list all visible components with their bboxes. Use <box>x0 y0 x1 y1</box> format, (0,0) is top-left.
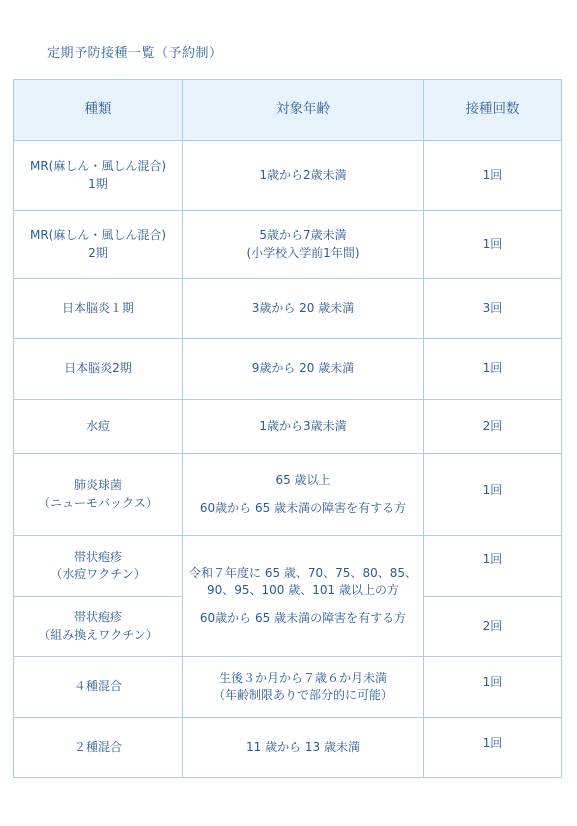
table-header-row <box>14 80 562 141</box>
cell-count <box>424 657 562 718</box>
cell-type <box>14 597 183 657</box>
cell-type: 日本脳炎１期 <box>14 279 183 339</box>
type-name: MR(麻しん・風しん混合) <box>29 159 167 174</box>
table-row <box>14 657 562 718</box>
cell-type <box>14 454 183 536</box>
table-row <box>14 339 562 400</box>
cell-age <box>183 454 424 536</box>
cell-count: 1回 <box>424 141 562 211</box>
cell-age: 1歳から3歳未満 <box>183 400 424 454</box>
cell-count: 1回 <box>424 211 562 279</box>
count-value: 1回 <box>482 482 503 497</box>
cell-count: 2回 <box>424 597 562 657</box>
table-row <box>14 211 562 279</box>
count-value: 1回 <box>482 552 503 567</box>
header-count: 接種回数 <box>424 80 562 141</box>
type-name: MR(麻しん・風しん混合) <box>29 228 167 243</box>
cell-count: 2回 <box>424 400 562 454</box>
cell-type: ２種混合 <box>14 718 183 778</box>
age-note: (小学校入学前1年間) <box>246 245 360 260</box>
cell-type <box>14 211 183 279</box>
page-title: 定期予防接種一覧（予約制） <box>47 46 223 61</box>
cell-age <box>183 211 424 279</box>
cell-type: 日本脳炎2期 <box>14 339 183 400</box>
count-value: 1回 <box>482 735 503 750</box>
cell-age: 3歳から 20 歳未満 <box>183 279 424 339</box>
cell-age: 1歳から2歳未満 <box>183 141 424 211</box>
vaccine-schedule-table <box>13 79 562 778</box>
cell-count: 3回 <box>424 279 562 339</box>
type-note: （組み換えワクチン） <box>38 627 158 642</box>
header-type: 種類 <box>14 80 183 141</box>
cell-age <box>183 657 424 718</box>
type-name: 帯状疱疹 <box>73 549 122 564</box>
table-row <box>14 718 562 778</box>
table-row <box>14 279 562 339</box>
age-range-cont: 90、95、100 歳、101 歳以上の方 <box>207 583 399 598</box>
age-range-alt: 60歳から 65 歳未満の障害を有する方 <box>199 610 407 625</box>
age-note: （年齢制限ありで部分的に可能） <box>212 688 393 702</box>
table-row <box>14 536 562 597</box>
type-note: （ニューモバックス） <box>38 495 158 510</box>
cell-count: 1回 <box>424 339 562 400</box>
cell-count <box>424 454 562 536</box>
cell-count <box>424 536 562 597</box>
header-age: 対象年齢 <box>183 80 424 141</box>
table-row <box>14 454 562 536</box>
cell-type <box>14 141 183 211</box>
count-value: 1回 <box>482 675 503 690</box>
cell-age: 11 歳から 13 歳未満 <box>183 718 424 778</box>
table-row <box>14 141 562 211</box>
age-range: 65 歳以上 <box>275 473 331 488</box>
age-range: 5歳から7歳未満 <box>259 228 347 243</box>
type-name: 肺炎球菌 <box>73 478 122 493</box>
cell-age-shingles <box>183 536 424 657</box>
type-name: 帯状疱疹 <box>73 610 122 625</box>
table-row <box>14 400 562 454</box>
cell-type: 水痘 <box>14 400 183 454</box>
type-stage: 2期 <box>88 245 108 260</box>
type-note: （水痘ワクチン） <box>50 567 146 581</box>
age-range-alt: 60歳から 65 歳未満の障害を有する方 <box>199 500 407 515</box>
cell-type: ４種混合 <box>14 657 183 718</box>
type-stage: 1期 <box>88 176 108 191</box>
cell-type <box>14 536 183 597</box>
age-range: 生後３か月から７歳６か月未満 <box>218 670 387 685</box>
age-range: 令和７年度に 65 歳、70、75、80、85、 <box>189 565 417 580</box>
cell-count <box>424 718 562 778</box>
cell-age: 9歳から 20 歳未満 <box>183 339 424 400</box>
